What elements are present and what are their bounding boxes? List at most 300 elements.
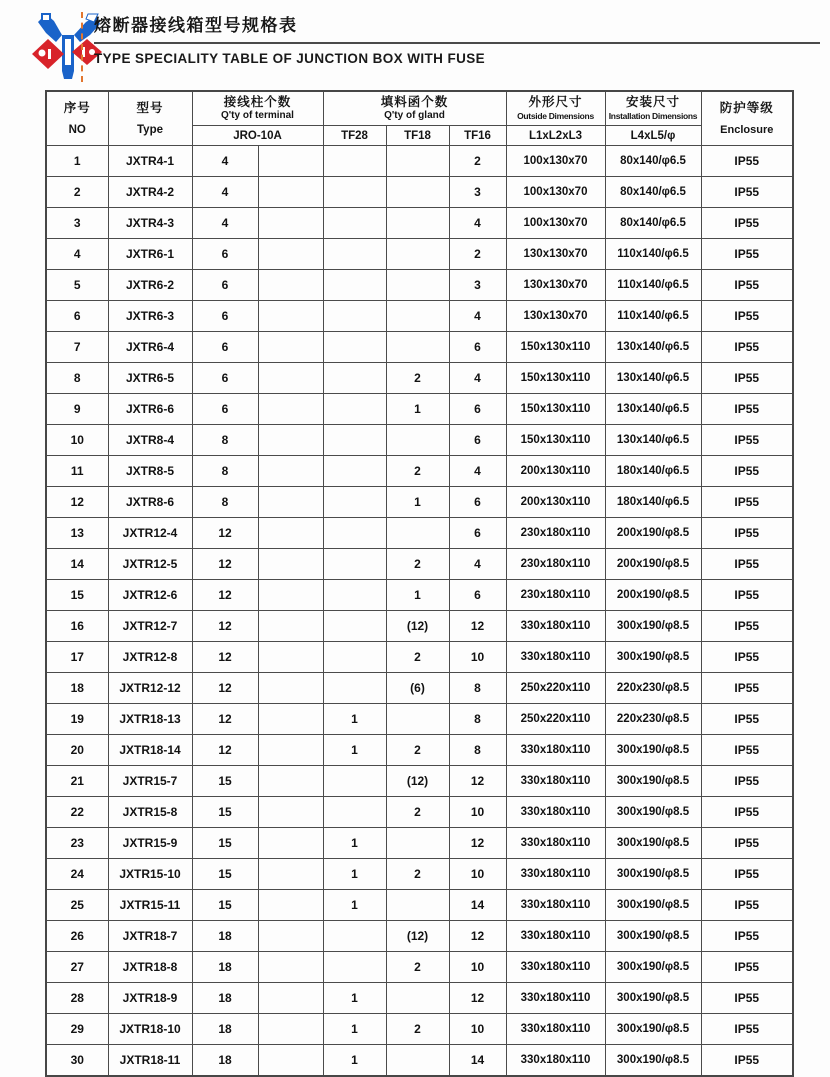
cell-jro-spacer [258,146,323,177]
cell-tf18 [386,828,449,859]
cell-tf18: 2 [386,797,449,828]
cell-jro: 6 [192,301,258,332]
cell-type: JXTR6-3 [108,301,192,332]
cell-jro-spacer [258,983,323,1014]
cell-jro: 12 [192,704,258,735]
cell-jro: 12 [192,611,258,642]
cell-no: 14 [46,549,108,580]
cell-install: 130x140/φ6.5 [605,332,701,363]
company-logo-icon [32,9,102,83]
cell-jro-spacer [258,177,323,208]
cell-no: 1 [46,146,108,177]
cell-enclosure: IP55 [701,952,793,983]
cell-tf18 [386,239,449,270]
table-row [46,766,793,797]
table-row [46,270,793,301]
cell-jro-spacer [258,456,323,487]
cell-enclosure: IP55 [701,301,793,332]
cell-type: JXTR15-11 [108,890,192,921]
cell-jro: 12 [192,735,258,766]
table-row [46,177,793,208]
cell-tf18: 2 [386,363,449,394]
cell-tf16: 6 [449,487,506,518]
cell-jro: 6 [192,394,258,425]
cell-enclosure: IP55 [701,425,793,456]
cell-jro: 8 [192,487,258,518]
cell-enclosure: IP55 [701,363,793,394]
cell-enclosure: IP55 [701,673,793,704]
cell-install: 200x190/φ8.5 [605,580,701,611]
cell-tf28 [323,425,386,456]
cell-tf28 [323,580,386,611]
cell-tf18 [386,890,449,921]
cell-tf18 [386,146,449,177]
cell-tf16: 6 [449,518,506,549]
cell-enclosure: IP55 [701,549,793,580]
cell-type: JXTR18-13 [108,704,192,735]
cell-no: 4 [46,239,108,270]
table-row [46,549,793,580]
cell-install: 300x190/φ8.5 [605,921,701,952]
cell-outside: 250x220x110 [506,704,605,735]
cell-install: 300x190/φ8.5 [605,611,701,642]
cell-tf18 [386,177,449,208]
page-header [94,11,820,66]
cell-no: 13 [46,518,108,549]
cell-jro-spacer [258,797,323,828]
cell-install: 220x230/φ8.5 [605,673,701,704]
cell-tf16: 2 [449,146,506,177]
col-header-no: 序号 NO [46,91,108,146]
cell-no: 24 [46,859,108,890]
col-header-outside: 外形尺寸 Outside Dimensions [506,91,605,126]
cell-enclosure: IP55 [701,332,793,363]
cell-type: JXTR6-6 [108,394,192,425]
cell-tf16: 6 [449,394,506,425]
cell-type: JXTR12-5 [108,549,192,580]
cell-type: JXTR4-3 [108,208,192,239]
table-row [46,642,793,673]
cell-jro: 12 [192,580,258,611]
cell-enclosure: IP55 [701,890,793,921]
cell-jro: 4 [192,208,258,239]
cell-type: JXTR12-7 [108,611,192,642]
table-row [46,611,793,642]
cell-tf28 [323,766,386,797]
subcol-header-tf18: TF18 [386,126,449,146]
cell-jro-spacer [258,704,323,735]
col-header-enclosure: 防护等级 Enclosure [701,91,793,146]
cell-jro: 15 [192,828,258,859]
cell-type: JXTR8-4 [108,425,192,456]
cell-tf28: 1 [323,704,386,735]
cell-enclosure: IP55 [701,208,793,239]
cell-tf16: 6 [449,425,506,456]
cell-tf16: 10 [449,859,506,890]
cell-type: JXTR18-7 [108,921,192,952]
cell-enclosure: IP55 [701,704,793,735]
subcol-header-l1l2l3: L1xL2xL3 [506,126,605,146]
cell-tf28: 1 [323,828,386,859]
cell-jro-spacer [258,301,323,332]
cell-tf18: (12) [386,611,449,642]
cell-tf16: 4 [449,301,506,332]
cell-tf18: 2 [386,952,449,983]
cell-tf16: 3 [449,270,506,301]
col-header-terminal: 接线柱个数 Q'ty of terminal [192,91,323,126]
cell-jro: 4 [192,146,258,177]
cell-tf16: 12 [449,828,506,859]
cell-no: 10 [46,425,108,456]
cell-outside: 230x180x110 [506,518,605,549]
cell-no: 30 [46,1045,108,1077]
cell-tf16: 6 [449,332,506,363]
table-row [46,1045,793,1077]
title-divider-line [94,42,820,44]
cell-jro: 18 [192,1014,258,1045]
cell-no: 26 [46,921,108,952]
cell-enclosure: IP55 [701,983,793,1014]
cell-outside: 130x130x70 [506,270,605,301]
cell-type: JXTR15-8 [108,797,192,828]
cell-enclosure: IP55 [701,518,793,549]
cell-tf28 [323,642,386,673]
cell-no: 7 [46,332,108,363]
cell-no: 16 [46,611,108,642]
cell-tf18: (12) [386,766,449,797]
table-row [46,208,793,239]
cell-install: 80x140/φ6.5 [605,146,701,177]
cell-type: JXTR18-9 [108,983,192,1014]
page-title-zh: 熔断器接线箱型号规格表 [94,16,298,35]
cell-type: JXTR6-5 [108,363,192,394]
cell-enclosure: IP55 [701,735,793,766]
cell-tf28 [323,952,386,983]
cell-jro: 8 [192,456,258,487]
cell-tf18: 2 [386,1014,449,1045]
cell-jro: 15 [192,859,258,890]
spec-table-body [46,146,793,1077]
cell-enclosure: IP55 [701,270,793,301]
table-row [46,332,793,363]
cell-tf28 [323,921,386,952]
cell-outside: 330x180x110 [506,1045,605,1077]
subcol-header-tf28: TF28 [323,126,386,146]
cell-jro-spacer [258,859,323,890]
cell-install: 300x190/φ8.5 [605,766,701,797]
cell-jro-spacer [258,580,323,611]
cell-enclosure: IP55 [701,828,793,859]
table-row [46,921,793,952]
cell-jro-spacer [258,487,323,518]
cell-type: JXTR18-14 [108,735,192,766]
cell-enclosure: IP55 [701,1014,793,1045]
cell-install: 130x140/φ6.5 [605,425,701,456]
cell-jro-spacer [258,363,323,394]
cell-install: 220x230/φ8.5 [605,704,701,735]
table-row [46,952,793,983]
table-row [46,673,793,704]
cell-no: 11 [46,456,108,487]
cell-outside: 130x130x70 [506,301,605,332]
cell-tf28 [323,363,386,394]
table-row [46,456,793,487]
cell-jro: 12 [192,518,258,549]
col-header-install: 安装尺寸 Installation Dimensions [605,91,701,126]
table-row [46,394,793,425]
cell-type: JXTR15-9 [108,828,192,859]
table-row [46,363,793,394]
cell-tf18 [386,301,449,332]
cell-no: 9 [46,394,108,425]
cell-jro-spacer [258,1014,323,1045]
cell-outside: 100x130x70 [506,208,605,239]
company-logo [32,9,102,83]
cell-jro: 8 [192,425,258,456]
cell-jro-spacer [258,208,323,239]
spec-table-header [46,91,793,146]
cell-install: 300x190/φ8.5 [605,1045,701,1077]
cell-install: 300x190/φ8.5 [605,797,701,828]
cell-no: 15 [46,580,108,611]
cell-jro-spacer [258,394,323,425]
cell-outside: 330x180x110 [506,797,605,828]
table-row [46,487,793,518]
cell-outside: 330x180x110 [506,921,605,952]
cell-install: 130x140/φ6.5 [605,363,701,394]
cell-outside: 100x130x70 [506,177,605,208]
cell-outside: 150x130x110 [506,394,605,425]
cell-outside: 330x180x110 [506,952,605,983]
cell-tf28: 1 [323,735,386,766]
cell-tf18: 1 [386,580,449,611]
cell-outside: 100x130x70 [506,146,605,177]
cell-enclosure: IP55 [701,394,793,425]
cell-install: 300x190/φ8.5 [605,890,701,921]
cell-install: 300x190/φ8.5 [605,828,701,859]
cell-no: 28 [46,983,108,1014]
cell-tf28: 1 [323,890,386,921]
cell-outside: 330x180x110 [506,735,605,766]
cell-tf16: 12 [449,983,506,1014]
cell-install: 200x190/φ8.5 [605,549,701,580]
cell-outside: 330x180x110 [506,828,605,859]
cell-tf16: 6 [449,580,506,611]
cell-tf18: 2 [386,456,449,487]
cell-no: 18 [46,673,108,704]
cell-jro-spacer [258,611,323,642]
cell-enclosure: IP55 [701,456,793,487]
page-title-en: TYPE SPECIALITY TABLE OF JUNCTION BOX WITH FUSE [94,51,486,66]
cell-jro-spacer [258,735,323,766]
cell-outside: 150x130x110 [506,425,605,456]
cell-type: JXTR4-1 [108,146,192,177]
cell-tf16: 8 [449,673,506,704]
table-row [46,1014,793,1045]
cell-jro: 15 [192,797,258,828]
cell-tf18 [386,270,449,301]
cell-tf16: 10 [449,797,506,828]
cell-install: 110x140/φ6.5 [605,301,701,332]
cell-tf16: 4 [449,363,506,394]
cell-no: 12 [46,487,108,518]
table-row [46,890,793,921]
cell-tf18 [386,332,449,363]
subcol-header-jro10a: JRO-10A [192,126,323,146]
cell-no: 21 [46,766,108,797]
cell-tf18: 1 [386,394,449,425]
cell-no: 27 [46,952,108,983]
cell-tf28: 1 [323,1045,386,1077]
table-row [46,735,793,766]
cell-jro-spacer [258,921,323,952]
cell-tf16: 10 [449,1014,506,1045]
cell-enclosure: IP55 [701,1045,793,1077]
cell-install: 180x140/φ6.5 [605,456,701,487]
cell-install: 300x190/φ8.5 [605,952,701,983]
cell-jro-spacer [258,828,323,859]
cell-no: 2 [46,177,108,208]
cell-tf16: 2 [449,239,506,270]
cell-no: 29 [46,1014,108,1045]
cell-jro: 15 [192,766,258,797]
cell-enclosure: IP55 [701,797,793,828]
cell-tf18 [386,1045,449,1077]
cell-jro-spacer [258,549,323,580]
cell-outside: 330x180x110 [506,859,605,890]
cell-outside: 150x130x110 [506,363,605,394]
subcol-header-l4l5: L4xL5/φ [605,126,701,146]
cell-enclosure: IP55 [701,239,793,270]
cell-type: JXTR6-1 [108,239,192,270]
cell-install: 110x140/φ6.5 [605,239,701,270]
cell-type: JXTR4-2 [108,177,192,208]
cell-outside: 200x130x110 [506,456,605,487]
cell-no: 3 [46,208,108,239]
table-row [46,797,793,828]
cell-tf28: 1 [323,1014,386,1045]
cell-outside: 330x180x110 [506,1014,605,1045]
cell-tf16: 8 [449,735,506,766]
cell-tf28 [323,611,386,642]
cell-tf16: 12 [449,611,506,642]
cell-tf18: (6) [386,673,449,704]
cell-tf16: 12 [449,921,506,952]
cell-tf16: 10 [449,642,506,673]
cell-tf28: 1 [323,983,386,1014]
cell-jro: 12 [192,642,258,673]
cell-enclosure: IP55 [701,766,793,797]
cell-no: 20 [46,735,108,766]
table-row [46,828,793,859]
cell-tf18: 2 [386,859,449,890]
cell-type: JXTR18-11 [108,1045,192,1077]
cell-install: 110x140/φ6.5 [605,270,701,301]
cell-tf28 [323,332,386,363]
cell-jro-spacer [258,642,323,673]
cell-jro: 6 [192,363,258,394]
table-row [46,146,793,177]
cell-enclosure: IP55 [701,859,793,890]
cell-tf18: 1 [386,487,449,518]
cell-tf28 [323,146,386,177]
cell-outside: 250x220x110 [506,673,605,704]
cell-type: JXTR12-6 [108,580,192,611]
table-row [46,301,793,332]
cell-tf28 [323,301,386,332]
col-header-type: 型号 Type [108,91,192,146]
cell-jro-spacer [258,952,323,983]
cell-enclosure: IP55 [701,146,793,177]
cell-enclosure: IP55 [701,177,793,208]
cell-outside: 200x130x110 [506,487,605,518]
cell-jro-spacer [258,425,323,456]
cell-no: 5 [46,270,108,301]
cell-tf18 [386,983,449,1014]
cell-jro: 18 [192,952,258,983]
cell-enclosure: IP55 [701,580,793,611]
cell-tf28: 1 [323,859,386,890]
cell-tf28 [323,487,386,518]
cell-type: JXTR15-7 [108,766,192,797]
cell-tf16: 3 [449,177,506,208]
cell-type: JXTR12-12 [108,673,192,704]
header-dashed-divider [81,12,83,82]
cell-tf28 [323,208,386,239]
cell-tf28 [323,673,386,704]
cell-jro: 18 [192,1045,258,1077]
cell-jro-spacer [258,766,323,797]
cell-jro: 6 [192,239,258,270]
cell-jro: 18 [192,921,258,952]
cell-enclosure: IP55 [701,487,793,518]
cell-tf16: 10 [449,952,506,983]
cell-tf16: 4 [449,549,506,580]
cell-tf28 [323,239,386,270]
cell-tf16: 14 [449,1045,506,1077]
cell-jro-spacer [258,518,323,549]
cell-jro: 15 [192,890,258,921]
cell-install: 300x190/φ8.5 [605,1014,701,1045]
cell-jro: 12 [192,549,258,580]
cell-tf16: 4 [449,456,506,487]
cell-install: 300x190/φ8.5 [605,859,701,890]
cell-enclosure: IP55 [701,611,793,642]
cell-install: 80x140/φ6.5 [605,177,701,208]
cell-tf16: 14 [449,890,506,921]
cell-install: 300x190/φ8.5 [605,642,701,673]
cell-jro-spacer [258,332,323,363]
table-row [46,425,793,456]
cell-outside: 130x130x70 [506,239,605,270]
cell-outside: 330x180x110 [506,642,605,673]
cell-type: JXTR18-10 [108,1014,192,1045]
cell-type: JXTR12-8 [108,642,192,673]
cell-no: 8 [46,363,108,394]
cell-jro: 4 [192,177,258,208]
cell-outside: 330x180x110 [506,611,605,642]
cell-install: 300x190/φ8.5 [605,735,701,766]
cell-jro: 12 [192,673,258,704]
cell-enclosure: IP55 [701,921,793,952]
cell-tf28 [323,518,386,549]
cell-install: 300x190/φ8.5 [605,983,701,1014]
cell-tf18: 2 [386,735,449,766]
cell-tf18 [386,425,449,456]
cell-type: JXTR18-8 [108,952,192,983]
cell-no: 19 [46,704,108,735]
subcol-header-tf16: TF16 [449,126,506,146]
